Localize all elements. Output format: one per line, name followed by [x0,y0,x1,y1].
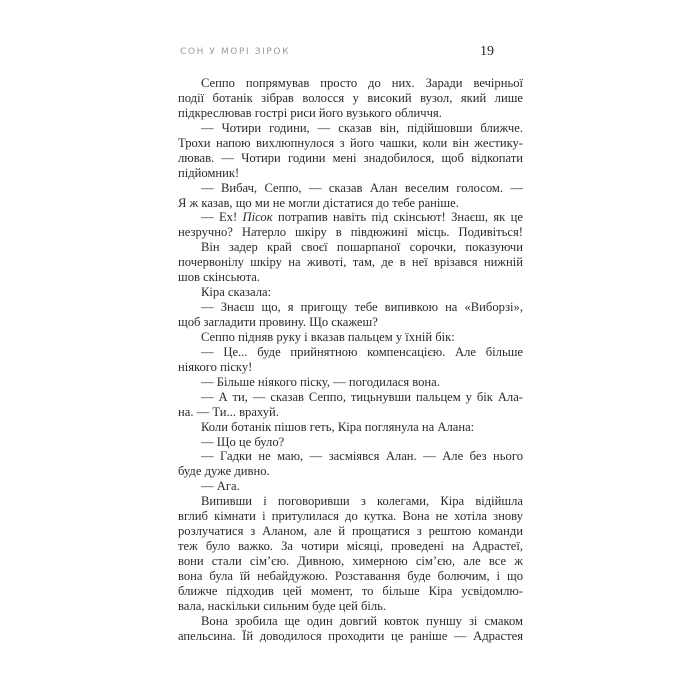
text-line: Випивши і поговоривши з колегами, Кіра відійшла [201,494,523,509]
text-line: почервонілу шкіру на животі, там, де в неї врізався нижній [178,255,523,270]
text-line: Кіра сказала: [201,285,272,300]
text-line: Вона зробила ще один довгий ковток пуншу зі смаком [201,613,523,628]
text-line: теж було важко. За чотири місяці, проведені на Адрастеї, [178,539,523,554]
text-line: — Вибач, Сеппо, — сказав Алан веселим голосом. — [201,180,523,195]
text-line: вона була їй небайдужою. Розставання буде болючим, і що [178,568,523,583]
text-line: лював. — Чотири години мені знадобилося, щоб відкопати [178,150,523,165]
text-line: ближче підходив цей момент, то більше Кіра усвідомлю- [178,583,523,598]
text-line: підйомник! [178,165,240,180]
text-line: на. — Ти... врахуй. [178,404,279,419]
text-line: Я ж казав, що ми не могли дістатися до тебе раніше. [178,195,459,210]
running-head-title: СОН У МОРІ ЗІРОК [180,47,291,57]
text-line: — Гадки не маю, — засміявся Алан. — Але без нього [201,449,523,464]
text-line: розлучатися з Аланом, але й прощатися з рештою команди [178,524,523,539]
text-line: щоб загладити провину. Що скажеш? [178,315,378,329]
text-line: Він задер край своєї пошарпаної сорочки, показуючи [201,240,523,255]
italic-word: Пісок [242,210,273,225]
text-line: події ботанік зібрав волосся у високий вузол, який лише [178,90,523,105]
body-text [178,76,523,644]
text-line: Сеппо підняв руку і вказав пальцем у їхній бік: [201,329,455,344]
text-line: — А ти, — сказав Сеппо, тицьнувши пальцем у бік Ала- [201,389,523,404]
text-line: підкреслював гострі риси його вузького обличчя. [178,105,442,120]
text-line: — Що це було? [201,434,285,449]
page-number: 19 [480,44,494,59]
text-line: Сеппо попрямував просто до них. Заради вечірньої [201,76,523,90]
text-line: вони стали сім’єю. Дивною, химерною сім’єю, але все ж [178,554,523,568]
text-line: — Більше ніякого піску, — погодилася вона. [201,374,440,389]
text-line: — Чотири години, — сказав він, підійшовши ближче. [201,120,523,135]
text-line: — Знаєш що, я пригощу тебе випивкою на «Виборзі», [201,300,523,315]
text-line: буде дуже дивно. [178,464,270,479]
text-line: Трохи напою вихлюпнулося з його чашки, коли він жестику- [178,135,523,150]
text-line: апельсина. Їй доводилося проходити це раніше — Адрастея [178,628,523,643]
text-line: незручно? Натерло шкіру в півдюжині місць. Подивіться! [178,225,523,240]
text-line: — Ага. [201,479,240,494]
text-line: вглиб кімнати і притулилася до кутка. Вона не хотіла знову [178,509,523,524]
text-line: Коли ботанік пішов геть, Кіра поглянула на Алана: [201,419,475,434]
text-line: — Це... буде прийнятною компенсацією. Але більше [201,344,523,359]
text-line: — Ех! Пісок потрапив навіть під скінсьют! Знаєш, як це [201,210,523,225]
text-line: ніякого піску! [178,359,253,374]
text-line: шов скінсьюта. [178,270,261,285]
text-line: вала, наскільки сильним буде цей біль. [178,598,387,613]
